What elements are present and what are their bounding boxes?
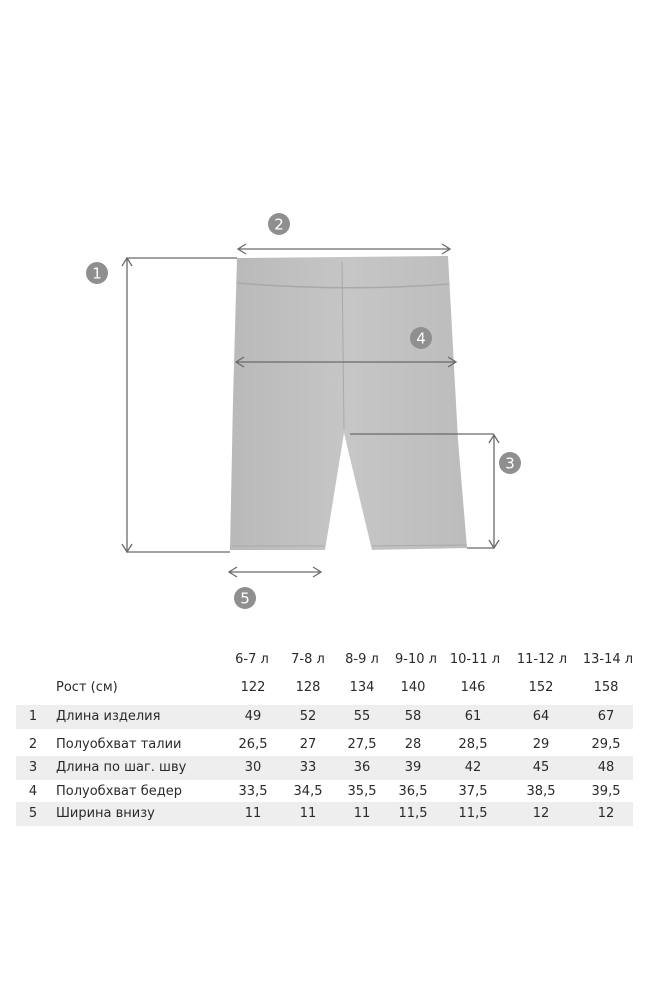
table-cell: 11 bbox=[353, 806, 371, 821]
height-cell: 152 bbox=[528, 680, 554, 695]
size-header-cell: 11-12 л bbox=[516, 652, 568, 667]
svg-text:2: 2 bbox=[274, 215, 284, 234]
size-header-cell: 10-11 л bbox=[449, 652, 501, 667]
size-header-row bbox=[16, 648, 633, 672]
table-row bbox=[16, 733, 633, 757]
height-cell: 158 bbox=[593, 680, 619, 695]
table-cell: 36 bbox=[353, 760, 371, 775]
table-cell: 61 bbox=[464, 709, 482, 724]
height-cell: 134 bbox=[349, 680, 375, 695]
table-cell: 38,5 bbox=[526, 784, 556, 799]
svg-text:5: 5 bbox=[240, 589, 250, 608]
svg-text:4: 4 bbox=[416, 329, 426, 348]
table-cell: 48 bbox=[597, 760, 615, 775]
table-cell: 39 bbox=[404, 760, 422, 775]
row-label: Длина по шаг. шву bbox=[56, 760, 187, 775]
table-cell: 36,5 bbox=[398, 784, 428, 799]
height-cell: 140 bbox=[400, 680, 426, 695]
size-header-cell: 6-7 л bbox=[235, 652, 269, 667]
table-cell: 42 bbox=[464, 760, 482, 775]
table-cell: 11,5 bbox=[458, 806, 488, 821]
row-number: 1 bbox=[28, 709, 38, 724]
size-header-cell: 9-10 л bbox=[395, 652, 437, 667]
table-cell: 34,5 bbox=[293, 784, 323, 799]
table-cell: 29,5 bbox=[591, 737, 621, 752]
marker-2 bbox=[268, 213, 290, 235]
table-cell: 26,5 bbox=[238, 737, 268, 752]
table-row bbox=[16, 802, 633, 826]
table-cell: 30 bbox=[244, 760, 262, 775]
row-number: 3 bbox=[28, 760, 38, 775]
shorts-illustration bbox=[230, 256, 467, 550]
table-cell: 27 bbox=[299, 737, 317, 752]
table-cell: 28,5 bbox=[458, 737, 488, 752]
row-label: Полуобхват талии bbox=[56, 737, 182, 752]
row-number: 4 bbox=[28, 784, 38, 799]
table-cell: 12 bbox=[597, 806, 615, 821]
height-cell: 128 bbox=[295, 680, 321, 695]
marker-4 bbox=[410, 327, 432, 349]
size-header-cell: 7-8 л bbox=[291, 652, 325, 667]
svg-text:3: 3 bbox=[505, 454, 515, 473]
row-label: Полуобхват бедер bbox=[56, 784, 182, 799]
marker-1 bbox=[86, 262, 108, 284]
table-row bbox=[16, 780, 633, 804]
row-number: 5 bbox=[28, 806, 38, 821]
table-cell: 52 bbox=[299, 709, 317, 724]
table-cell: 11 bbox=[244, 806, 262, 821]
table-cell: 33,5 bbox=[238, 784, 268, 799]
table-cell: 64 bbox=[532, 709, 550, 724]
marker-3 bbox=[499, 452, 521, 474]
height-cell: 122 bbox=[240, 680, 266, 695]
table-cell: 58 bbox=[404, 709, 422, 724]
table-cell: 11,5 bbox=[398, 806, 428, 821]
table-cell: 12 bbox=[532, 806, 550, 821]
height-row bbox=[16, 676, 633, 700]
height-cell: 146 bbox=[460, 680, 486, 695]
table-row bbox=[16, 756, 633, 780]
row-number: 2 bbox=[28, 737, 38, 752]
table-cell: 11 bbox=[299, 806, 317, 821]
table-row bbox=[16, 705, 633, 729]
table-cell: 67 bbox=[597, 709, 615, 724]
marker-5 bbox=[234, 587, 256, 609]
height-label: Рост (см) bbox=[56, 680, 118, 695]
table-cell: 45 bbox=[532, 760, 550, 775]
row-label: Длина изделия bbox=[56, 709, 161, 724]
row-label: Ширина внизу bbox=[56, 806, 155, 821]
table-cell: 29 bbox=[532, 737, 550, 752]
table-cell: 35,5 bbox=[347, 784, 377, 799]
svg-text:1: 1 bbox=[92, 264, 102, 283]
table-cell: 49 bbox=[244, 709, 262, 724]
table-cell: 37,5 bbox=[458, 784, 488, 799]
size-header-cell: 8-9 л bbox=[345, 652, 379, 667]
table-cell: 33 bbox=[299, 760, 317, 775]
table-cell: 39,5 bbox=[591, 784, 621, 799]
size-header-cell: 13-14 л bbox=[582, 652, 634, 667]
table-cell: 55 bbox=[353, 709, 371, 724]
table-cell: 27,5 bbox=[347, 737, 377, 752]
table-cell: 28 bbox=[404, 737, 422, 752]
